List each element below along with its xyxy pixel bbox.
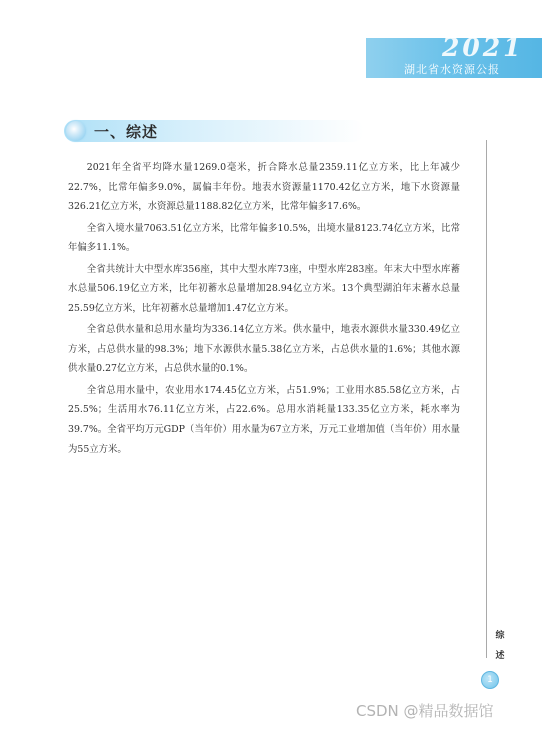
report-year: 2021 [442,33,524,62]
report-title: 湖北省水资源公报 [404,63,500,76]
section-title: 一、综述 [94,123,159,141]
side-divider [486,140,487,658]
body-text [68,158,460,461]
section-bullet-icon [66,121,86,141]
paragraph-reservoirs: 全省共统计大中型水库356座，其中大型水库73座，中型水库283座。年末大中型水库蓄水总量506.19亿立方米，比年初蓄水总量增加28.94亿立方米。13个典型湖泊年末蓄水总量25.59亿立方米，比年初蓄水总量增加1.47亿立方米。 [68,263,460,314]
paragraph-water-use: 全省总用水量中，农业用水174.45亿立方米，占51.9%；工业用水85.58亿立方米，占25.5%；生活用水76.11亿立方米，占22.6%。总用水消耗量133.35亿立方米，耗水率为39.7%。全省平均万元GDP（当年价）用水量为67立方米，万元工业增加值（当年价）用水量为55立方米。 [68,384,460,455]
watermark: CSDN @精品数据馆 [356,702,494,720]
side-label-char-1: 综 [495,631,505,641]
side-label-char-2: 述 [495,651,505,661]
page-number: 1 [481,671,499,689]
paragraph-inflow-outflow: 全省入境水量7063.51亿立方米，比常年偏多10.5%，出境水量8123.74亿立方米，比常年偏多11.1%。 [68,222,460,254]
paragraph-precipitation: 2021年全省平均降水量1269.0毫米，折合降水总量2359.11亿立方米，比上年减少22.7%，比常年偏多9.0%，属偏丰年份。地表水资源量1170.42亿立方米，地下水资源量326.21亿立方米，水资源总量1188.82亿立方米，比常年偏多17.6%。 [68,162,460,213]
paragraph-water-supply: 全省总供水量和总用水量均为336.14亿立方米。供水量中，地表水源供水量330.49亿立方米，占总供水量的98.3%；地下水源供水量5.38亿立方米，占总供水量的1.6%；其他水源供水量0.27亿立方米，占总供水量的0.1%。 [68,324,460,375]
side-section-label [493,626,507,666]
